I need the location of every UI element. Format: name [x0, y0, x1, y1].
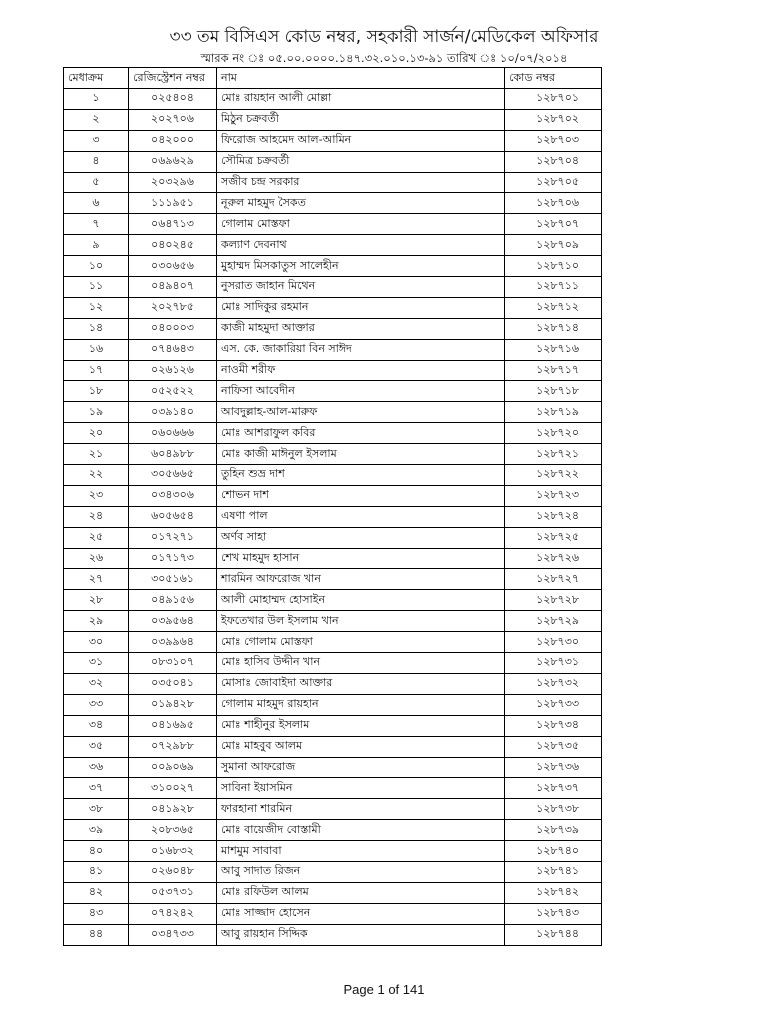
- merit-cell: ১৪: [64, 318, 129, 339]
- table-row: [64, 318, 602, 339]
- registration-cell: ০৫৩৭৩১: [129, 882, 217, 903]
- name-cell: শোভন দাশ: [217, 485, 505, 506]
- code-cell: ১২৮৭৪১: [505, 861, 602, 882]
- name-cell: কল্যাণ দেবনাথ: [217, 235, 505, 256]
- results-table: [63, 67, 602, 946]
- table-row: [64, 861, 602, 882]
- code-cell: ১২৮৭১৯: [505, 402, 602, 423]
- registration-cell: ২০৮৩৬৫: [129, 820, 217, 841]
- name-cell: মোঃ রায়হান আলী মোল্লা: [217, 89, 505, 110]
- registration-cell: ০১৬৮৩২: [129, 841, 217, 862]
- registration-cell: ০৪১৬৯৫: [129, 715, 217, 736]
- merit-cell: ২৩: [64, 485, 129, 506]
- name-cell: মোঃ আশরাফুল কবির: [217, 423, 505, 444]
- name-cell: আবদুল্লাহ-আল-মারুফ: [217, 402, 505, 423]
- name-cell: কাজী মাহমুদা আক্তার: [217, 318, 505, 339]
- code-cell: ১২৮৭২৫: [505, 527, 602, 548]
- table-row: [64, 172, 602, 193]
- table-row: [64, 548, 602, 569]
- code-cell: ১২৮৭১১: [505, 277, 602, 298]
- code-cell: ১২৮৭২৯: [505, 611, 602, 632]
- merit-cell: ৪২: [64, 882, 129, 903]
- merit-cell: ২২: [64, 465, 129, 486]
- table-row: [64, 360, 602, 381]
- name-cell: মুহাম্মদ মিসকাতুস সালেহীন: [217, 256, 505, 277]
- name-cell: মোঃ গোলাম মোস্তফা: [217, 632, 505, 653]
- table-row: [64, 673, 602, 694]
- merit-cell: ৩১: [64, 653, 129, 674]
- name-cell: ফারহানা শারমিন: [217, 799, 505, 820]
- table-row: [64, 465, 602, 486]
- code-cell: ১২৮৭৩০: [505, 632, 602, 653]
- merit-cell: ২৫: [64, 527, 129, 548]
- name-cell: মোঃ সাদিকুর রহমান: [217, 297, 505, 318]
- table-row: [64, 653, 602, 674]
- merit-cell: ৭: [64, 214, 129, 235]
- merit-cell: ৩৯: [64, 820, 129, 841]
- merit-cell: ৩৮: [64, 799, 129, 820]
- name-cell: সৌমিত্র চক্রবর্তী: [217, 151, 505, 172]
- name-cell: নাফিসা আবেদীন: [217, 381, 505, 402]
- merit-cell: ৯: [64, 235, 129, 256]
- merit-cell: ৪৪: [64, 924, 129, 945]
- column-header-code: কোড নম্বর: [505, 68, 602, 89]
- name-cell: শারমিন আফরোজ খান: [217, 569, 505, 590]
- registration-cell: ০৩৪৩০৬: [129, 485, 217, 506]
- table-row: [64, 632, 602, 653]
- code-cell: ১২৮৭১৪: [505, 318, 602, 339]
- table-row: [64, 297, 602, 318]
- table-row: [64, 256, 602, 277]
- name-cell: গোলাম মোস্তফা: [217, 214, 505, 235]
- table-row: [64, 381, 602, 402]
- registration-cell: ০৪০২৪৫: [129, 235, 217, 256]
- registration-cell: ২০২৭০৬: [129, 109, 217, 130]
- table-header: [64, 68, 602, 89]
- code-cell: ১২৮৭১২: [505, 297, 602, 318]
- memo-line: স্মারক নং ঃ ০৫.০০.০০০০.১৪৭.৩২.০১০.১৩-৯১ তারিখ ঃ ১০/০৭/২০১৪: [200, 51, 568, 65]
- table-row: [64, 485, 602, 506]
- code-cell: ১২৮৭০৪: [505, 151, 602, 172]
- registration-cell: ৩০৫১৬১: [129, 569, 217, 590]
- merit-cell: ২৪: [64, 506, 129, 527]
- code-cell: ১২৮৭৩১: [505, 653, 602, 674]
- column-header-merit: মেধাক্রম: [64, 68, 129, 89]
- registration-cell: ০২৬০৪৮: [129, 861, 217, 882]
- table-row: [64, 590, 602, 611]
- registration-cell: ০৪৯১৫৬: [129, 590, 217, 611]
- registration-cell: ০৬৯৬২৯: [129, 151, 217, 172]
- table-row: [64, 820, 602, 841]
- code-cell: ১২৮৭৪৩: [505, 903, 602, 924]
- name-cell: মাশমুম সাবাবা: [217, 841, 505, 862]
- merit-cell: ৪৩: [64, 903, 129, 924]
- code-cell: ১২৮৭২৩: [505, 485, 602, 506]
- code-cell: ১২৮৭৪২: [505, 882, 602, 903]
- name-cell: নাওমী শরীফ: [217, 360, 505, 381]
- name-cell: মোঃ মাহবুব আলম: [217, 736, 505, 757]
- registration-cell: ৩১০০২৭: [129, 778, 217, 799]
- code-cell: ১২৮৭২৪: [505, 506, 602, 527]
- code-cell: ১২৮৭২০: [505, 423, 602, 444]
- table-row: [64, 109, 602, 130]
- merit-cell: ৩: [64, 130, 129, 151]
- code-cell: ১২৮৭০১: [505, 89, 602, 110]
- registration-cell: ০১৯৪২৮: [129, 694, 217, 715]
- registration-cell: ০৪০০০৩: [129, 318, 217, 339]
- name-cell: শেখ মাহমুদ হাসান: [217, 548, 505, 569]
- code-cell: ১২৮৭৩৭: [505, 778, 602, 799]
- registration-cell: ০৬০৬৬৬: [129, 423, 217, 444]
- name-cell: মোঃ কাজী মাঈনুল ইসলাম: [217, 444, 505, 465]
- code-cell: ১২৮৭০৭: [505, 214, 602, 235]
- code-cell: ১২৮৭২৬: [505, 548, 602, 569]
- merit-cell: ৪১: [64, 861, 129, 882]
- merit-cell: ১৭: [64, 360, 129, 381]
- code-cell: ১২৮৭১৭: [505, 360, 602, 381]
- table-row: [64, 569, 602, 590]
- code-cell: ১২৮৭৪০: [505, 841, 602, 862]
- registration-cell: ০৪৯৪০৭: [129, 277, 217, 298]
- table-row: [64, 214, 602, 235]
- table-row: [64, 423, 602, 444]
- code-cell: ১২৮৭০৩: [505, 130, 602, 151]
- name-cell: আবু সাদাত রিজন: [217, 861, 505, 882]
- code-cell: ১২৮৭০২: [505, 109, 602, 130]
- table-row: [64, 151, 602, 172]
- name-cell: ফিরোজ আহমেদ আল-আমিন: [217, 130, 505, 151]
- column-header-registration: রেজিস্ট্রেশন নম্বর: [129, 68, 217, 89]
- table-row: [64, 130, 602, 151]
- code-cell: ১২৮৭৩৫: [505, 736, 602, 757]
- merit-cell: ২৮: [64, 590, 129, 611]
- merit-cell: ৩৬: [64, 757, 129, 778]
- merit-cell: ৩৭: [64, 778, 129, 799]
- registration-cell: ০৩৯৫৬৪: [129, 611, 217, 632]
- registration-cell: ৬০৫৬৫৪: [129, 506, 217, 527]
- name-cell: সাবিনা ইয়াসমিন: [217, 778, 505, 799]
- table-row: [64, 339, 602, 360]
- table-row: [64, 841, 602, 862]
- merit-cell: ২১: [64, 444, 129, 465]
- table-row: [64, 444, 602, 465]
- registration-cell: ০৩৯১৪০: [129, 402, 217, 423]
- name-cell: মোঃ শাহীনুর ইসলাম: [217, 715, 505, 736]
- name-cell: মোসাঃ জোবাইদা আক্তার: [217, 673, 505, 694]
- registration-cell: ০৩৯৯৬৪: [129, 632, 217, 653]
- registration-cell: ০১৭২৭১: [129, 527, 217, 548]
- name-cell: সজীব চন্দ্র সরকার: [217, 172, 505, 193]
- table-row: [64, 235, 602, 256]
- table-row: [64, 611, 602, 632]
- code-cell: ১২৮৭০৯: [505, 235, 602, 256]
- registration-cell: ০৭৪২৪২: [129, 903, 217, 924]
- name-cell: আলী মোহাম্মদ হোসাইন: [217, 590, 505, 611]
- registration-cell: ৩০৫৬৬৫: [129, 465, 217, 486]
- name-cell: তুহিন শুভ্র দাশ: [217, 465, 505, 486]
- registration-cell: ০২৬১২৬: [129, 360, 217, 381]
- merit-cell: ১২: [64, 297, 129, 318]
- table-row: [64, 757, 602, 778]
- merit-cell: ৪: [64, 151, 129, 172]
- code-cell: ১২৮৭৩৮: [505, 799, 602, 820]
- name-cell: মোঃ সাজ্জাদ হোসেন: [217, 903, 505, 924]
- registration-cell: ০৭৪৬৪৩: [129, 339, 217, 360]
- code-cell: ১২৮৭৩৬: [505, 757, 602, 778]
- page-title: ৩৩ তম বিসিএস কোড নম্বর, সহকারী সার্জন/মেডিকেল অফিসার: [169, 27, 599, 47]
- registration-cell: ০৭২৯৮৮: [129, 736, 217, 757]
- table-row: [64, 506, 602, 527]
- name-cell: মোঃ বায়েজীদ বোস্তামী: [217, 820, 505, 841]
- header-row: [64, 68, 602, 89]
- merit-cell: ৩৫: [64, 736, 129, 757]
- merit-cell: ২৯: [64, 611, 129, 632]
- table-row: [64, 903, 602, 924]
- registration-cell: ০৫২৫২২: [129, 381, 217, 402]
- registration-cell: ৬০৪৯৮৮: [129, 444, 217, 465]
- name-cell: মোঃ রফিউল আলম: [217, 882, 505, 903]
- table-row: [64, 778, 602, 799]
- merit-cell: ২৭: [64, 569, 129, 590]
- table-row: [64, 89, 602, 110]
- registration-cell: ০৩৪৭৩৩: [129, 924, 217, 945]
- code-cell: ১২৮৭২৭: [505, 569, 602, 590]
- merit-cell: ৪০: [64, 841, 129, 862]
- name-cell: এস. কে. জাকারিয়া বিন সাঈদ: [217, 339, 505, 360]
- code-cell: ১২৮৭১০: [505, 256, 602, 277]
- name-cell: মোঃ হাসিব উদ্দীন খান: [217, 653, 505, 674]
- registration-cell: ০১৭১৭৩: [129, 548, 217, 569]
- column-header-name: নাম: [217, 68, 505, 89]
- table-row: [64, 736, 602, 757]
- merit-cell: ১৬: [64, 339, 129, 360]
- name-cell: অর্ণব সাহা: [217, 527, 505, 548]
- registration-cell: ০০৯০৬৯: [129, 757, 217, 778]
- code-cell: ১২৮৭৩৩: [505, 694, 602, 715]
- code-cell: ১২৮৭২২: [505, 465, 602, 486]
- table-row: [64, 193, 602, 214]
- registration-cell: ০৩০৬৫৬: [129, 256, 217, 277]
- merit-cell: ৩৪: [64, 715, 129, 736]
- code-cell: ১২৮৭৩৯: [505, 820, 602, 841]
- table-row: [64, 527, 602, 548]
- merit-cell: ৩৩: [64, 694, 129, 715]
- code-cell: ১২৮৭৩৪: [505, 715, 602, 736]
- merit-cell: ৩২: [64, 673, 129, 694]
- registration-cell: ১১১৯৫১: [129, 193, 217, 214]
- merit-cell: ১১: [64, 277, 129, 298]
- merit-cell: ১৯: [64, 402, 129, 423]
- code-cell: ১২৮৭২৮: [505, 590, 602, 611]
- code-cell: ১২৮৭২১: [505, 444, 602, 465]
- registration-cell: ০২৫৪০৪: [129, 89, 217, 110]
- code-cell: ১২৮৭০৫: [505, 172, 602, 193]
- merit-cell: ৬: [64, 193, 129, 214]
- merit-cell: ২৬: [64, 548, 129, 569]
- table-row: [64, 799, 602, 820]
- merit-cell: ১: [64, 89, 129, 110]
- name-cell: নূরুল মাহমুদ সৈকত: [217, 193, 505, 214]
- name-cell: এষণা পাল: [217, 506, 505, 527]
- registration-cell: ০৪১৯২৮: [129, 799, 217, 820]
- registration-cell: ০৮৩১০৭: [129, 653, 217, 674]
- table-body: [64, 89, 602, 946]
- name-cell: ইফতেখার উল ইসলাম খান: [217, 611, 505, 632]
- registration-cell: ২০৩২৯৬: [129, 172, 217, 193]
- registration-cell: ০৪২০০০: [129, 130, 217, 151]
- name-cell: নুসরাত জাহান মিথেন: [217, 277, 505, 298]
- name-cell: মিঠুন চক্রবর্তী: [217, 109, 505, 130]
- code-cell: ১২৮৭০৬: [505, 193, 602, 214]
- code-cell: ১২৮৭৩২: [505, 673, 602, 694]
- registration-cell: ০৩৫০৪১: [129, 673, 217, 694]
- table-row: [64, 277, 602, 298]
- registration-cell: ০৬৪৭১৩: [129, 214, 217, 235]
- table-row: [64, 924, 602, 945]
- table-row: [64, 694, 602, 715]
- name-cell: আবু রায়হান সিদ্দিক: [217, 924, 505, 945]
- merit-cell: ১৮: [64, 381, 129, 402]
- registration-cell: ২০২৭৮৫: [129, 297, 217, 318]
- code-cell: ১২৮৭১৬: [505, 339, 602, 360]
- merit-cell: ৩০: [64, 632, 129, 653]
- table-row: [64, 715, 602, 736]
- merit-cell: ২: [64, 109, 129, 130]
- table-row: [64, 402, 602, 423]
- page-number: Page 1 of 141: [343, 982, 425, 997]
- name-cell: সুমানা আফরোজ: [217, 757, 505, 778]
- merit-cell: ২০: [64, 423, 129, 444]
- code-cell: ১২৮৭৪৪: [505, 924, 602, 945]
- merit-cell: ১০: [64, 256, 129, 277]
- table-row: [64, 882, 602, 903]
- code-cell: ১২৮৭১৮: [505, 381, 602, 402]
- merit-cell: ৫: [64, 172, 129, 193]
- name-cell: গোলাম মাহমুদ রায়হান: [217, 694, 505, 715]
